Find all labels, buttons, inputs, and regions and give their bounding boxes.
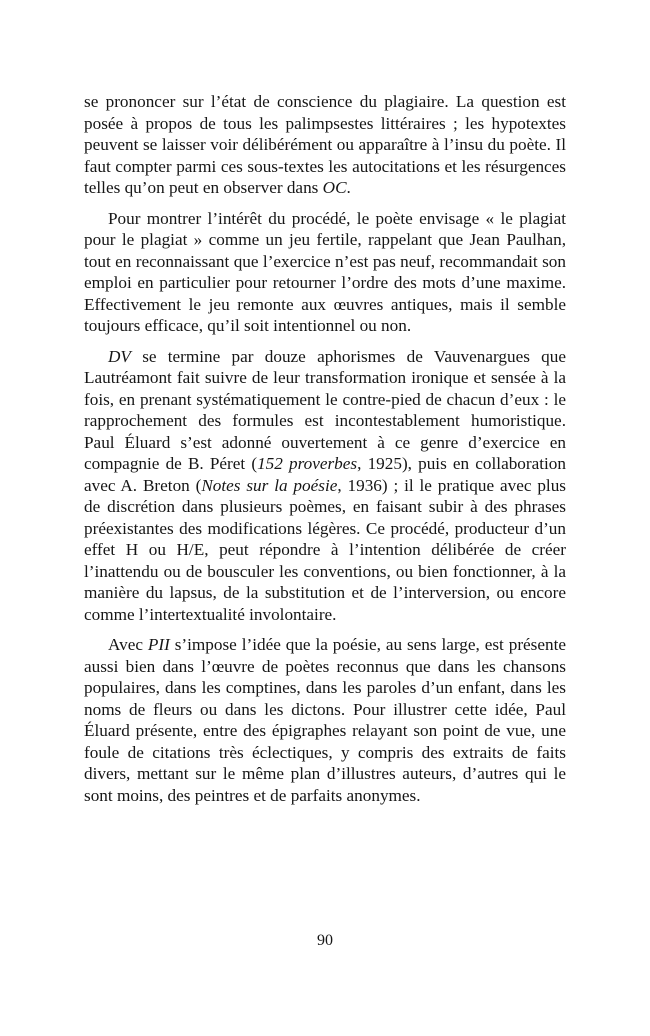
text-segment: s’impose l’idée que la poésie, au sens large, est présente aussi bien dans l’œuvre de poètes reconnus que dans les chansons populaires, dans les comptines, dans les paroles d’un enfant, dans les noms de fleurs ou dans les dictons. Pour illustrer cette idée, Paul Éluard présente, entre des épigraphes relayant son point de vue, une foule de citations très éclectiques, y compris des extraits de faits divers, mettant sur le même plan d’illustres auteurs, d’autres qui le sont moins, des peintres et de parfaits anonymes. bbox=[84, 635, 566, 805]
page-body bbox=[84, 91, 566, 815]
italic-title-notes-sur-la-poesie: Notes sur la poésie bbox=[201, 475, 338, 495]
italic-abbreviation-pii: PII bbox=[147, 635, 170, 654]
text-segment: Avec bbox=[108, 635, 148, 654]
text-segment: se prononcer sur l’état de conscience du plagiaire. La question est posée à propos de tous les palimpsestes littéraires ; les hypotextes peuvent se laisser voir délibérément ou apparaître à l’insu du poète. Il faut compter parmi ces sous-textes les autocitations et les résurgences telles qu’on peut en observer dans bbox=[84, 92, 566, 197]
paragraph-1 bbox=[84, 91, 566, 199]
paragraph-2 bbox=[84, 208, 566, 337]
italic-title-152-proverbes: 152 proverbes bbox=[257, 454, 358, 473]
paragraph-3 bbox=[84, 346, 566, 626]
text-segment: Pour montrer l’intérêt du procédé, le poète envisage « le plagiat pour le plagiat » comme un jeu fertile, rappelant que Jean Paulhan, tout en reconnaissant que l’exercice n’est pas neuf, recommandait son emploi en particulier pour retourner l’ordre des mots d’une maxime. Effectivement le jeu remonte aux œuvres antiques, mais il semble toujours efficace, qu’il soit intentionnel ou non. bbox=[84, 208, 566, 335]
text-segment: . bbox=[346, 178, 351, 197]
paragraph-4 bbox=[84, 634, 566, 806]
page-number: 90 bbox=[317, 932, 333, 949]
text-segment: se termine par douze aphorismes de Vauvenargues que Lautréamont fait suivre de leur transformation ironique et sensée à la fois, en prenant systématiquement le contre-pied de chacun d’eux : le rapprochement des formules est incontestablement humoristique. Paul Éluard s’est adonné ouvertement à ce genre d’exercice en compagnie de B. Péret ( bbox=[84, 346, 566, 473]
italic-abbreviation-dv: DV bbox=[108, 346, 131, 366]
text-segment: , 1936) ; il le pratique avec plus de discrétion dans plusieurs poèmes, en faisant subir à des phrases préexistantes des modifications légères. Ce procédé, producteur d’un effet H ou H/E, peut répondre à l’intention délibérée de créer l’inattendu ou de bousculer les conventions, ou bien fonctionner, à la manière du lapsus, de la substitution et de l’interversion, ou encore comme l’intertextualité involontaire. bbox=[84, 475, 566, 624]
text-segment: , 1925), puis en collaboration avec A. Breton ( bbox=[84, 454, 566, 495]
italic-abbreviation-oc: OC bbox=[322, 178, 347, 197]
